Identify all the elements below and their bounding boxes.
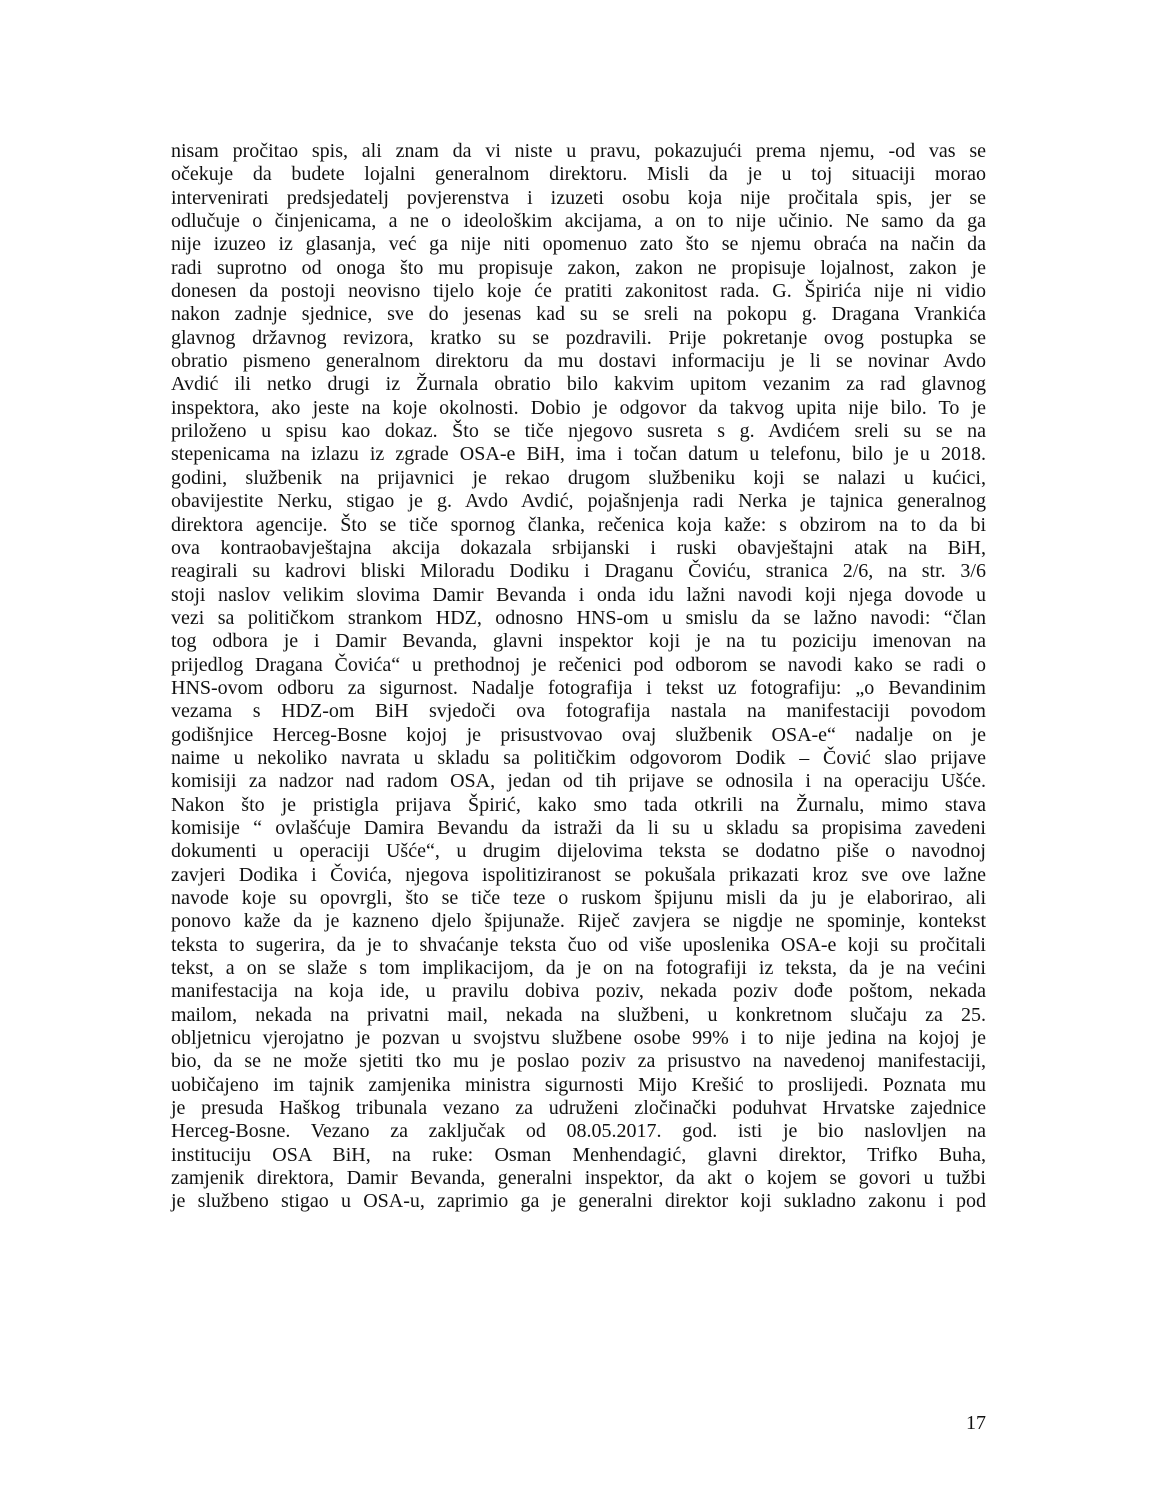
text-line: instituciju OSA BiH, na ruke: Osman Menhendagić, glavni direktor, Trifko Buha, — [171, 1143, 986, 1166]
text-line: godišnjice Herceg-Bosne kojoj je prisustvovao ovaj službenik OSA-e“ nadalje on je — [171, 723, 986, 746]
text-line: uobičajeno im tajnik zamjenika ministra sigurnosti Mijo Krešić to proslijedi. Poznata mu — [171, 1073, 986, 1096]
text-line: vezi sa političkom strankom HDZ, odnosno HNS-om u smislu da se lažno navodi: “član — [171, 606, 986, 629]
text-line: je presuda Haškog tribunala vezano za udruženi zločinački poduhvat Hrvatske zajednice — [171, 1097, 986, 1120]
text-line: nisam pročitao spis, ali znam da vi niste u pravu, pokazujući prema njemu, -od vas se — [171, 140, 986, 162]
text-line: Nakon što je pristigla prijava Špirić, kako smo tada otkrili na Žurnalu, mimo stava — [171, 793, 986, 816]
text-line: odlučuje o činjenicama, a ne o ideološkim akcijama, a on to nije učinio. Ne samo da ga — [171, 210, 986, 233]
text-line: komisiji za nadzor nad radom OSA, jedan od tih prijave se odnosila i na operaciju Ušće. — [171, 770, 986, 793]
text-line: reagirali su kadrovi bliski Miloradu Dodiku i Draganu Čoviću, stranica 2/6, na str. 3/6 — [171, 560, 986, 583]
text-line: tekst, a on se slaže s tom implikacijom, da je on na fotografiji iz teksta, da je na većini — [171, 957, 986, 980]
text-line: manifestacija na koja ide, u pravilu dobiva poziv, nekada poziv dođe poštom, nekada — [171, 980, 986, 1003]
text-line: HNS-ovom odboru za sigurnost. Nadalje fotografija i tekst uz fotografiju: „o Bevandinim — [171, 676, 986, 699]
text-line: stepenicama na izlazu iz zgrade OSA-e BiH, ima i točan datum u telefonu, bilo je u 2018. — [171, 443, 986, 466]
text-line: radi suprotno od onoga što mu propisuje zakon, zakon ne propisuje lojalnost, zakon je — [171, 256, 986, 279]
text-line: godini, službenik na prijavnici je rekao drugom službeniku koji se nalazi u kućici, — [171, 466, 986, 489]
text-line: komisije “ ovlašćuje Damira Bevandu da istraži da li su u skladu sa propisima zavedeni — [171, 816, 986, 839]
page-number: 17 — [966, 1412, 986, 1434]
body-paragraph — [171, 140, 986, 1214]
text-line: očekuje da budete lojalni generalnom direktoru. Misli da je u toj situaciji morao — [171, 163, 986, 186]
text-line: prijedlog Dragana Čovića“ u prethodnoj je rečenici pod odborom se navodi kako se radi o — [171, 653, 986, 676]
text-line: stoji naslov velikim slovima Damir Bevanda i onda idu lažni navodi koji njega dovode u — [171, 583, 986, 606]
text-line: zavjeri Dodika i Čovića, njegova ispolitiziranost se pokušala prikazati kroz sve ove lažne — [171, 863, 986, 886]
text-line: bio, da se ne može sjetiti tko mu je poslao poziv za prisustvo na navedenoj manifestaciji, — [171, 1050, 986, 1073]
text-line: priloženo u spisu kao dokaz. Što se tiče njegovo susreta s g. Avdićem sreli su se na — [171, 420, 986, 443]
text-line: naime u nekoliko navrata u skladu sa političkim odgovorom Dodik – Čović slao prijave — [171, 746, 986, 769]
text-line: navode koje su opovrgli, što se tiče teze o ruskom špijunu misli da ju je elaborirao, ali — [171, 887, 986, 909]
text-line: Avdić ili netko drugi iz Žurnala obratio bilo kakvim upitom vezanim za rad glavnog — [171, 373, 986, 396]
text-line: ponovo kaže da je kazneno djelo špijunaže. Riječ zavjera se nigdje ne spominje, kontekst — [171, 910, 986, 933]
text-line: intervenirati predsjedatelj povjerenstva i izuzeti osobu koja nije pročitala spis, jer se — [171, 186, 986, 209]
text-line: je službeno stigao u OSA-u, zaprimio ga je generalni direktor koji sukladno zakonu i pod — [171, 1190, 986, 1213]
text-line: obavijestite Nerku, stigao je g. Avdo Avdić, pojašnjenja radi Nerka je tajnica generalnog — [171, 490, 986, 513]
text-line: nije izuzeo iz glasanja, već ga nije niti opomenuo zato što se njemu obraća na način da — [171, 233, 986, 256]
text-line: obljetnicu vjerojatno je pozvan u svojstvu službene osobe 99% i to nije jedina na kojoj je — [171, 1027, 986, 1050]
text-line: Herceg-Bosne. Vezano za zaključak od 08.05.2017. god. isti je bio naslovljen na — [171, 1120, 986, 1143]
text-line: dokumenti u operaciji Ušće“, u drugim dijelovima teksta se dodatno piše o navodnoj — [171, 840, 986, 863]
text-line: tog odbora je i Damir Bevanda, glavni inspektor koji je na tu poziciju imenovan na — [171, 630, 986, 653]
text-line: glavnog državnog revizora, kratko su se pozdravili. Prije pokretanje ovog postupka se — [171, 326, 986, 349]
text-line: direktora agencije. Što se tiče spornog članka, rečenica koja kaže: s obzirom na to da bi — [171, 513, 986, 536]
text-line: obratio pismeno generalnom direktoru da mu dostavi informaciju je li se novinar Avdo — [171, 350, 986, 373]
text-line: mailom, nekada na privatni mail, nekada na službeni, u konkretnom slučaju za 25. — [171, 1003, 986, 1026]
text-line: zamjenik direktora, Damir Bevanda, generalni inspektor, da akt o kojem se govori u tužbi — [171, 1167, 986, 1190]
text-line: teksta to sugerira, da je to shvaćanje teksta čuo od više uposlenika OSA-e koji su pročitali — [171, 933, 986, 956]
text-line: inspektora, ako jeste na koje okolnosti. Dobio je odgovor da takvog upita nije bilo. To je — [171, 396, 986, 419]
text-line: vezama s HDZ-om BiH svjedoči ova fotografija nastala na manifestaciji povodom — [171, 700, 986, 723]
text-line: nakon zadnje sjednice, sve do jesenas kad su se sreli na pokopu g. Dragana Vrankića — [171, 303, 986, 326]
text-line: donesen da postoji neovisno tijelo koje će pratiti zakonitost rada. G. Špirića nije ni vidio — [171, 280, 986, 303]
text-line: ova kontraobavještajna akcija dokazala srbijanski i ruski obavještajni atak na BiH, — [171, 536, 986, 559]
